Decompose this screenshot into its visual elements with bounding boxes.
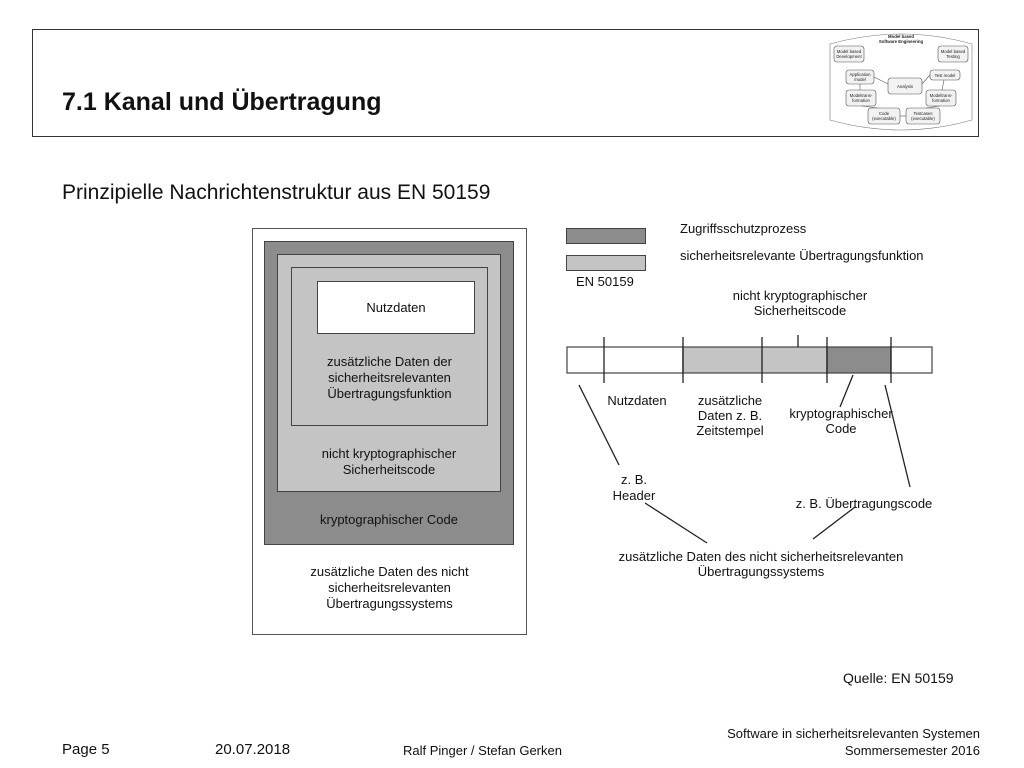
nested-zus-line2: sicherheitsrelevanten — [328, 370, 451, 385]
mbse-title-2: Software Engineering — [878, 39, 924, 44]
frame-uecode-label: z. B. Übertragungscode — [795, 496, 933, 511]
nested-nk-line1: nicht kryptographischer — [321, 446, 457, 461]
frame-header-line1: z. B. — [620, 472, 647, 487]
frame-zus-line3: Zeitstempel — [696, 423, 764, 438]
frame-bottom-line2: Übertragungssystems — [697, 564, 825, 579]
legend-zugriff-label: Zugriffsschutzprozess — [680, 221, 807, 236]
mbse-app-1: Application — [849, 72, 871, 77]
legend-swatch-dark — [566, 228, 646, 244]
mbse-mt2-1: Modeltrans- — [929, 93, 953, 98]
nested-zus-line1: zusätzliche Daten der — [326, 354, 452, 369]
footer-date: 20.07.2018 — [215, 741, 291, 758]
mbse-mt2-2: formation — [932, 98, 950, 103]
legend-sicher-label: sicherheitsrelevante Übertragungsfunktion — [680, 248, 924, 263]
mbse-mt1-1: Modeltrans- — [849, 93, 873, 98]
frame-zus-line1: zusätzliche — [697, 393, 763, 408]
mbse-overview-diagram — [826, 32, 976, 134]
slide-subtitle: Prinzipielle Nachrichtenstruktur aus EN 50159 — [62, 181, 491, 204]
frame-nk-line1: nicht kryptographischer — [732, 288, 868, 303]
mbse-dev-1: Model based — [836, 49, 862, 54]
frame-nk-line2: Sicherheitscode — [753, 303, 847, 318]
legend-en-label: EN 50159 — [576, 274, 634, 289]
nested-outer-line3: Übertragungssystems — [326, 596, 453, 611]
frame-zus-line2: Daten z. B. — [697, 408, 763, 423]
frame-krypto-line2: Code — [825, 421, 857, 436]
mbse-testmodel: Test model — [934, 73, 956, 78]
frame-header-line2: Header — [612, 488, 656, 503]
frame-krypto-line1: kryptographischer — [789, 406, 893, 421]
nested-krypto-label: kryptographischer Code — [319, 512, 459, 527]
nested-nutzdaten-label: Nutzdaten — [366, 300, 426, 315]
footer-course: Software in sicherheitsrelevanten Systemen — [727, 726, 980, 741]
nested-outer-line2: sicherheitsrelevanten — [328, 580, 451, 595]
nested-outer-line1: zusätzliche Daten des nicht — [310, 564, 469, 579]
nested-nk-line2: Sicherheitscode — [342, 462, 436, 477]
mbse-code-1: Code — [878, 111, 890, 116]
mbse-analysis: Analysis — [896, 84, 914, 89]
legend-swatch-light — [566, 255, 646, 271]
frame-diagram — [555, 335, 945, 575]
mbse-test-1: Model based — [940, 49, 966, 54]
slide-title: 7.1 Kanal und Übertragung — [62, 88, 382, 116]
frame-nutzdaten-label: Nutzdaten — [607, 393, 667, 408]
nested-zus-line3: Übertragungsfunktion — [327, 386, 452, 401]
frame-bottom-line1: zusätzliche Daten des nicht sicherheitsrelevanten — [618, 549, 904, 564]
mbse-dev-2: Development — [836, 54, 862, 59]
mbse-title-1: Model based — [887, 34, 915, 39]
source-note: Quelle: EN 50159 — [843, 670, 954, 686]
mbse-code-2: (executable) — [872, 116, 896, 121]
mbse-tc-1: Testcases — [913, 111, 933, 116]
mbse-tc-2: (executable) — [911, 116, 935, 121]
footer-page: Page 5 — [62, 741, 110, 758]
mbse-mt1-2: formation — [852, 98, 870, 103]
footer-authors: Ralf Pinger / Stefan Gerken — [403, 743, 562, 758]
footer-semester: Sommersemester 2016 — [844, 743, 980, 758]
mbse-app-2: model — [854, 77, 866, 82]
mbse-test-2: Testing — [946, 54, 960, 59]
